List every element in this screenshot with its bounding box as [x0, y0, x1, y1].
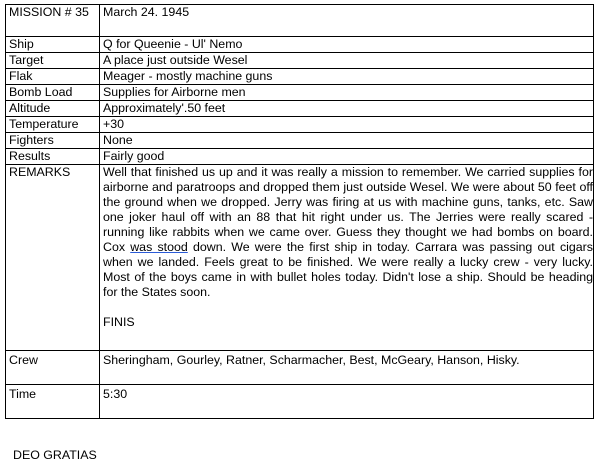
footer-deo-gratias: DEO GRATIAS: [13, 448, 97, 462]
time-label: Time: [6, 385, 100, 419]
crew-label: Crew: [6, 351, 100, 385]
temperature-row: [6, 117, 594, 133]
time-row: [6, 385, 594, 419]
remarks-cell: [100, 165, 594, 351]
fighters-value: None: [100, 133, 594, 149]
bomb-load-value: Supplies for Airborne men: [100, 85, 594, 101]
altitude-value: Approximately'.50 feet: [100, 101, 594, 117]
mission-date: March 24. 1945: [100, 5, 594, 37]
results-value: Fairly good: [100, 149, 594, 165]
remarks-text: [103, 165, 593, 300]
remarks-text-after: down. We were the first ship in today. Carrara was passing out cigars when we landed. Feels great to be finished. We were really a lucky crew - very lucky. Most of the boys came in with bullet holes today. Didn't lose a ship. Should be heading for the States soon.: [103, 240, 593, 299]
remarks-row: [6, 165, 594, 351]
results-label: Results: [6, 149, 100, 165]
fighters-row: [6, 133, 594, 149]
mission-number-label: MISSION # 35: [6, 5, 100, 37]
ship-row: [6, 37, 594, 53]
remarks-text-before: Well that finished us up and it was really a mission to remember. We carried supplies for airborne and paratroops and dropped them just outside Wesel. We were about 50 feet off the ground when we dropped. Jerry was firing at us with machine guns, tanks, etc. Saw one joker haul off with an 88 that hit right under us. The Jerries were really scared - running like rabbits when we came over. Guess they thought we had bombs on board. Cox: [103, 165, 593, 254]
finis-text: FINIS: [103, 315, 135, 329]
bomb-load-row: [6, 85, 594, 101]
time-value: 5:30: [100, 385, 594, 419]
ship-value: Q for Queenie - Ul' Nemo: [100, 37, 594, 53]
bomb-load-label: Bomb Load: [6, 85, 100, 101]
flak-value: Meager - mostly machine guns: [100, 69, 594, 85]
crew-value: Sheringham, Gourley, Ratner, Scharmacher, Best, McGeary, Hanson, Hisky.: [100, 351, 594, 385]
crew-row: [6, 351, 594, 385]
target-row: [6, 53, 594, 69]
mission-row: [6, 5, 594, 37]
temperature-label: Temperature: [6, 117, 100, 133]
flak-row: [6, 69, 594, 85]
remarks-label: REMARKS: [6, 165, 100, 351]
mission-log-table: [5, 4, 594, 419]
results-row: [6, 149, 594, 165]
altitude-row: [6, 101, 594, 117]
temperature-value: +30: [100, 117, 594, 133]
fighters-label: Fighters: [6, 133, 100, 149]
ship-label: Ship: [6, 37, 100, 53]
flak-label: Flak: [6, 69, 100, 85]
target-label: Target: [6, 53, 100, 69]
remarks-text-marked: was stood: [130, 240, 188, 254]
altitude-label: Altitude: [6, 101, 100, 117]
target-value: A place just outside Wesel: [100, 53, 594, 69]
